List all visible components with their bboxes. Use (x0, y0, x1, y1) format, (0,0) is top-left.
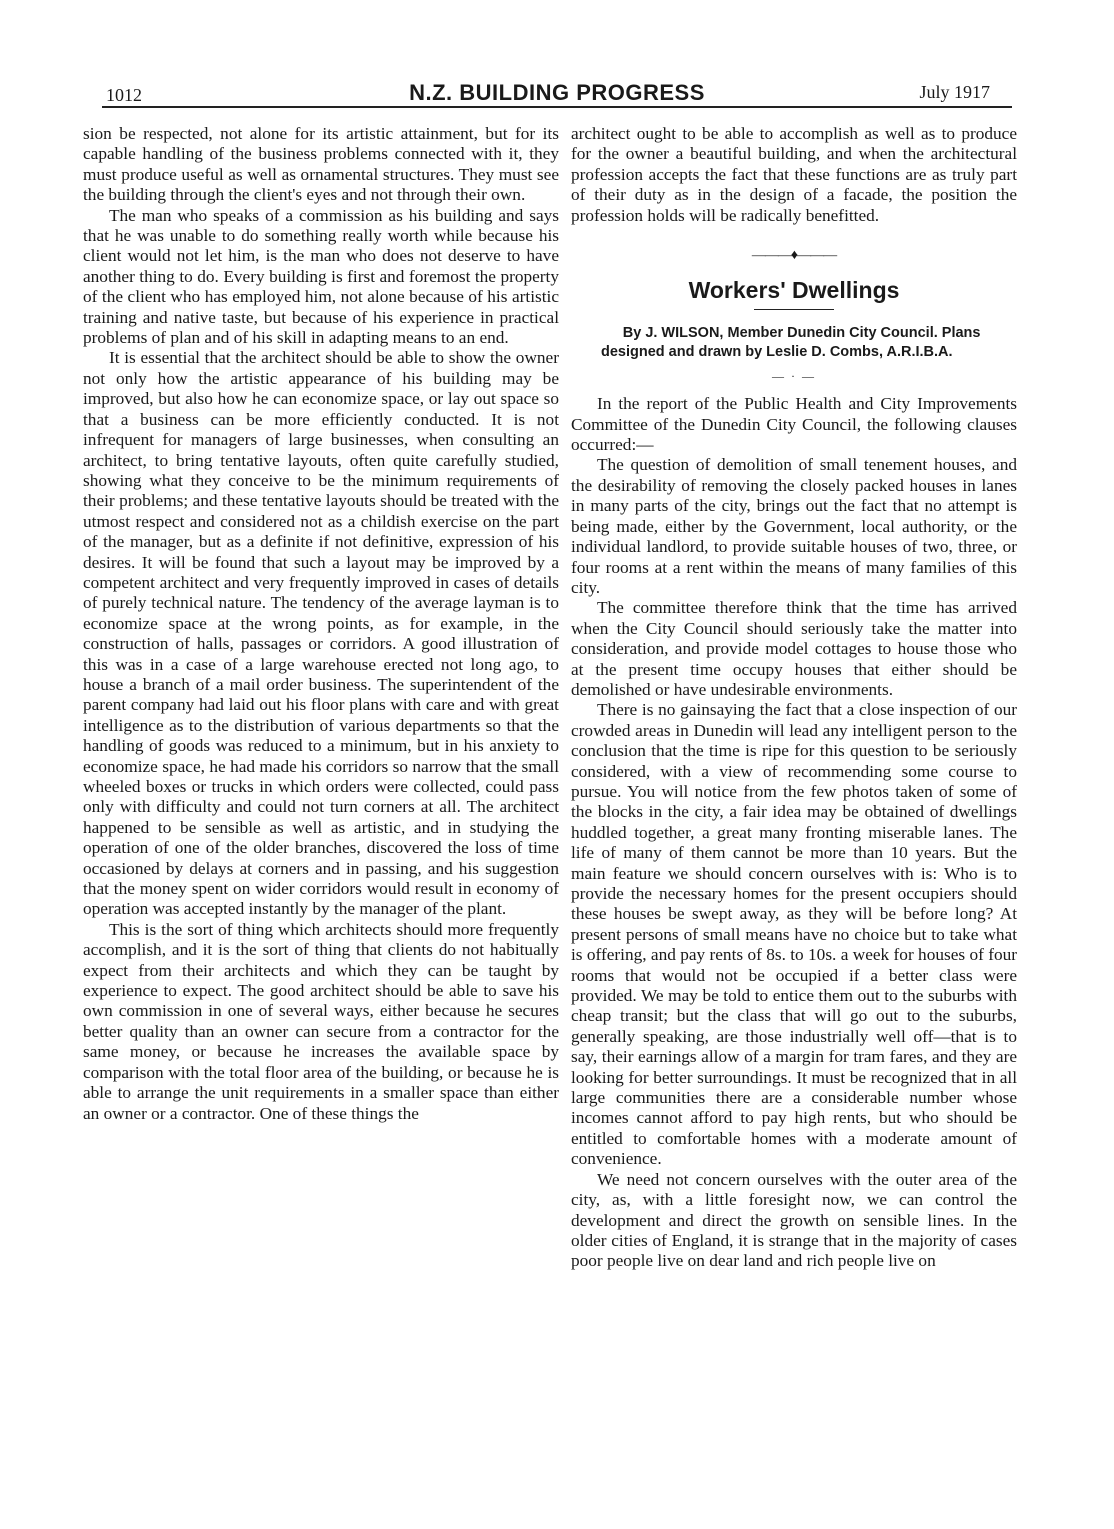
paragraph: The committee therefore think that the time has arrived when the City Council should seriously take the matter into consideration, and provide model cottages to house those who at the present time occupy houses that either should be demolished or have undesirable environments. (571, 598, 1017, 699)
issue-date: July 1917 (919, 82, 990, 102)
paragraph: There is no gainsaying the fact that a close inspection of our crowded areas in Dunedin will lead any intelligent person to the conclusion that the time is ripe for this question to be seriously considered, with a view of recommending some course to pursue. You will notice from the few photos taken of some of the blocks in the city, a fair idea may be obtained of dwellings huddled together, a great many fronting miserable lanes. The life of many of them cannot be more than 10 years. But the main feature we should concern ourselves with is: Who is to provide the necessary homes for the present occupiers should these houses be swept away, as they will be before long? At present persons of small means have no choice but to take what is offering, and pay rents of 8s. to 10s. a week for houses of four rooms that would not be occupied if a better class were provided. We may be told to entice them out to the suburbs with cheap transit; but the class that will go out to the suburbs, generally speaking, are those industrially well off—that is to say, their earnings allow of a margin for tram fares, and they are looking for better surroundings. It must be recognized that in all large communities there are a considerable number whose incomes cannot afford to pay high rents, but who should be entitled to comfortable homes with a moderate amount of convenience. (571, 700, 1017, 1169)
right-column (571, 124, 1017, 1272)
byline: By J. WILSON, Member Dunedin City Council. Plans designed and drawn by Leslie D. Combs, A.R.I.B.A. (601, 324, 981, 360)
paragraph: sion be respected, not alone for its artistic attainment, but for its capable handling of the business problems connected with it, they must produce useful as well as ornamental structures. They must see the building through the client's eyes and not through their own. (83, 124, 559, 205)
article-title: Workers' Dwellings (688, 277, 900, 304)
section-ornament: ———♦——— (751, 248, 837, 264)
journal-title: N.Z. BUILDING PROGRESS (409, 80, 705, 105)
paragraph: The question of demolition of small tenement houses, and the desirability of removing the closely packed houses in lanes in many parts of the city, brings out the fact that no attempt is being made, either by the Government, local authority, or the individual landlord, to provide suitable houses of two, three, or four rooms at a rent within the means of many families of this city. (571, 455, 1017, 597)
header-rule (102, 106, 1012, 108)
paragraph: In the report of the Public Health and City Improvements Committee of the Dunedin City Council, the following clauses occurred:— (571, 394, 1017, 455)
paragraph: This is the sort of thing which architects should more frequently accomplish, and it is the sort of thing that clients do not habitually expect from their architects and which they can be taught by experience to expect. The good architect should be able to save his own commission in one of several ways, either because he secures better quality than an owner can secure from a contractor for the same money, or because he increases the available space by comparison with the total floor area of the building, or because he is able to arrange the unit requirements in a smaller space than either an owner or a contractor. One of these things the (83, 919, 559, 1123)
page-header (0, 0, 1114, 110)
paragraph: The man who speaks of a commission as his building and says that he was unable to do something really worth while because his client would not let him, is the man who does not deserve to have another thing to do. Every building is first and foremost the property of the client who has employed him, not alone because of his artistic training and native taste, but because of his experience in practical problems of plan and of his skill in adapting means to an end. (83, 205, 559, 348)
page-number: 1012 (106, 85, 142, 105)
title-rule (754, 309, 834, 310)
paragraph: We need not concern ourselves with the outer area of the city, as, with a little foresight now, we can control the development and direct the growth on sensible lines. In the older cities of England, it is strange that in the majority of cases poor people live on dear land and rich people live on (571, 1169, 1017, 1271)
left-column (83, 124, 559, 1124)
paragraph: architect ought to be able to accomplish as well as to produce for the owner a beautiful building, and when the architectural profession accepts the fact that these functions are as truly part of their duty as in the design of a facade, the position the profession holds will be radically benefitted. (571, 124, 1017, 225)
byline-divider: — · — (772, 368, 816, 383)
paragraph: It is essential that the architect should be able to show the owner not only how the artistic appearance of his building may be improved, but also how he can economize space, or lay out space so that a business can be more efficiently conducted. It is not infrequent for managers of large businesses, when consulting an architect, to bring tentative layouts, often quite carefully studied, showing what they conceive to be the minimum requirements of their problems; and these tentative layouts should be treated with the utmost respect and considered not as a childish exercise on the part of the manager, but as a definite if not definitive, expression of his desires. It will be found that such a layout may be improved by a competent architect and very frequently improved in cases of details of purely technical nature. The tendency of the average layman is to economize space at the wrong points, as for example, in the construction of halls, passages or corridors. A good illustration of this was in a case of a large warehouse erected not long ago, to house a branch of a mail order business. The superintendent of the parent company had laid out his floor plans with care and with great intelligence as to the distribution of various departments so that the handling of goods was reduced to a minimum, but in his anxiety to economize space, he had made his corridors so narrow that the small wheeled boxes or trucks in which orders were collected, could pass only with difficulty and could not turn corners at all. The architect happened to be sensible as well as artistic, and in studying the operation of one of the older branches, discovered the loss of time occasioned by delays at corners and in passing, and his suggestion that the money spent on wider corridors would result in economy of operation was accepted instantly by the manager of the plant. (83, 348, 559, 919)
